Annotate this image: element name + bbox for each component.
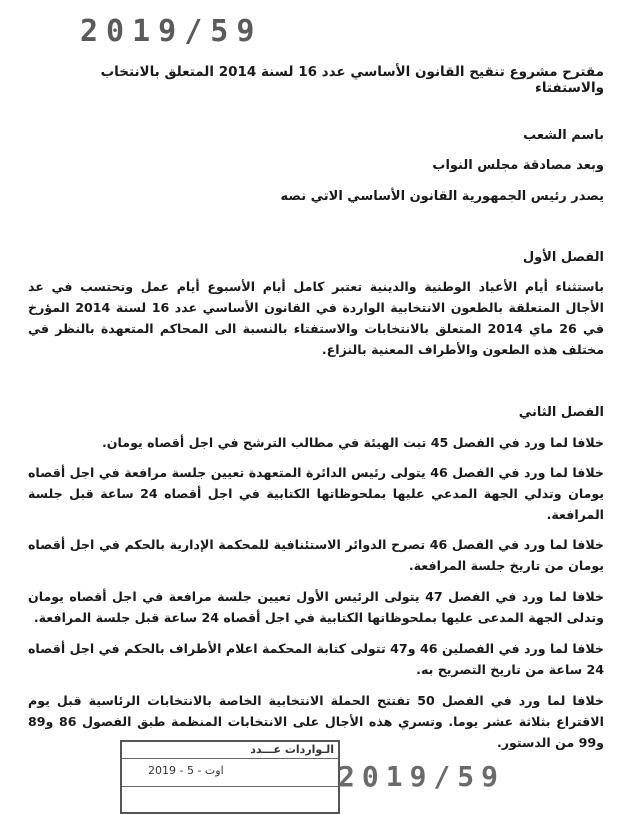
preamble-line-1: باسم الشعب	[523, 128, 604, 143]
stamp-divider	[122, 758, 338, 759]
stamp-divider	[122, 786, 338, 787]
preamble-line-3: يصدر رئيس الجمهورية القانون الأساسي الاتي نصه	[280, 189, 604, 204]
registration-number-stamp-top: 2019/59	[80, 14, 263, 49]
register-stamp-header: الـواردات عـــدد	[250, 743, 334, 756]
chapter-2-paragraph-1: خلافا لما ورد في الفصل 45 تبت الهيئة في مطالب الترشح في اجل أقصاه يومان.	[102, 435, 604, 450]
chapter-2-paragraph-5: خلافا لما ورد في الفصلين 46 و47 تتولى كتابة المحكمة اعلام الأطراف بالحكم في اجل أقصاه 24 ساعة من تاريخ التصريح به.	[28, 641, 604, 677]
chapter-2-paragraph-6: خلافا لما ورد في الفصل 50 تفتتح الحملة الانتخابية الخاصة بالانتخابات الرئاسية قبل يوم الاقتراع بثلاثة عشر يوما. وتسري هذه الأجال على الانتخابات المنظمة طبق الفصول 86 و89 و99 من الدستور.	[28, 693, 604, 750]
preamble-line-2: وبعد مصادقة مجلس النواب	[432, 158, 604, 173]
chapter-2-paragraph-2: خلافا لما ورد في الفصل 46 يتولى رئيس الدائرة المتعهدة تعيين جلسة مرافعة في اجل أقصاه يومان وتدلي الجهة المدعي عليها بملحوظاتها الكتابية في اجل أقصاه 24 ساعة قبل جلسة المرافعة.	[28, 465, 604, 522]
chapter-2-paragraph-4: خلافا لما ورد في الفصل 47 يتولى الرئيس الأول تعيين جلسة مرافعة في اجل أقصاه يومان وتدلى الجهة المدعى عليها بملحوظاتها الكتابية في اجل أقصاه 24 ساعة قبل جلسة المرافعة.	[28, 589, 604, 625]
register-stamp-date: 2019 - 5 - اوت	[148, 764, 224, 777]
chapter-2-heading: الفصل الثاني	[518, 405, 604, 420]
chapter-2-paragraph-3: خلافا لما ورد في الفصل 46 تصرح الدوائر الاستئنافية للمحكمة الإدارية بالحكم في اجل أقصاه يومان من تاريخ جلسة المرافعة.	[28, 537, 604, 573]
chapter-1-heading: الفصل الأول	[522, 250, 604, 265]
incoming-register-stamp	[120, 740, 340, 814]
chapter-1-text: باستثناء أيام الأعياد الوطنية والدينية تعتبر كامل أيام الأسبوع أيام عمل وتحتسب في عد الأجال المتعلقة بالطعون الانتخابية الواردة في القانون الأساسي عدد 16 لسنة 2014 المؤرخ في 26 ماي 2014 المتعلق بالانتخابات والاستفتاء بالنسبة الى المحاكم المتعهدة بالنظر في مختلف هذه الطعون والأطراف المعنية بالنزاع.	[28, 279, 604, 357]
document-title: مقترح مشروع تنقيح القانون الأساسي عدد 16 لسنة 2014 المتعلق بالانتخاب والاستفتاء	[100, 64, 604, 96]
registration-number-stamp-bottom: 2019/59	[338, 760, 506, 793]
